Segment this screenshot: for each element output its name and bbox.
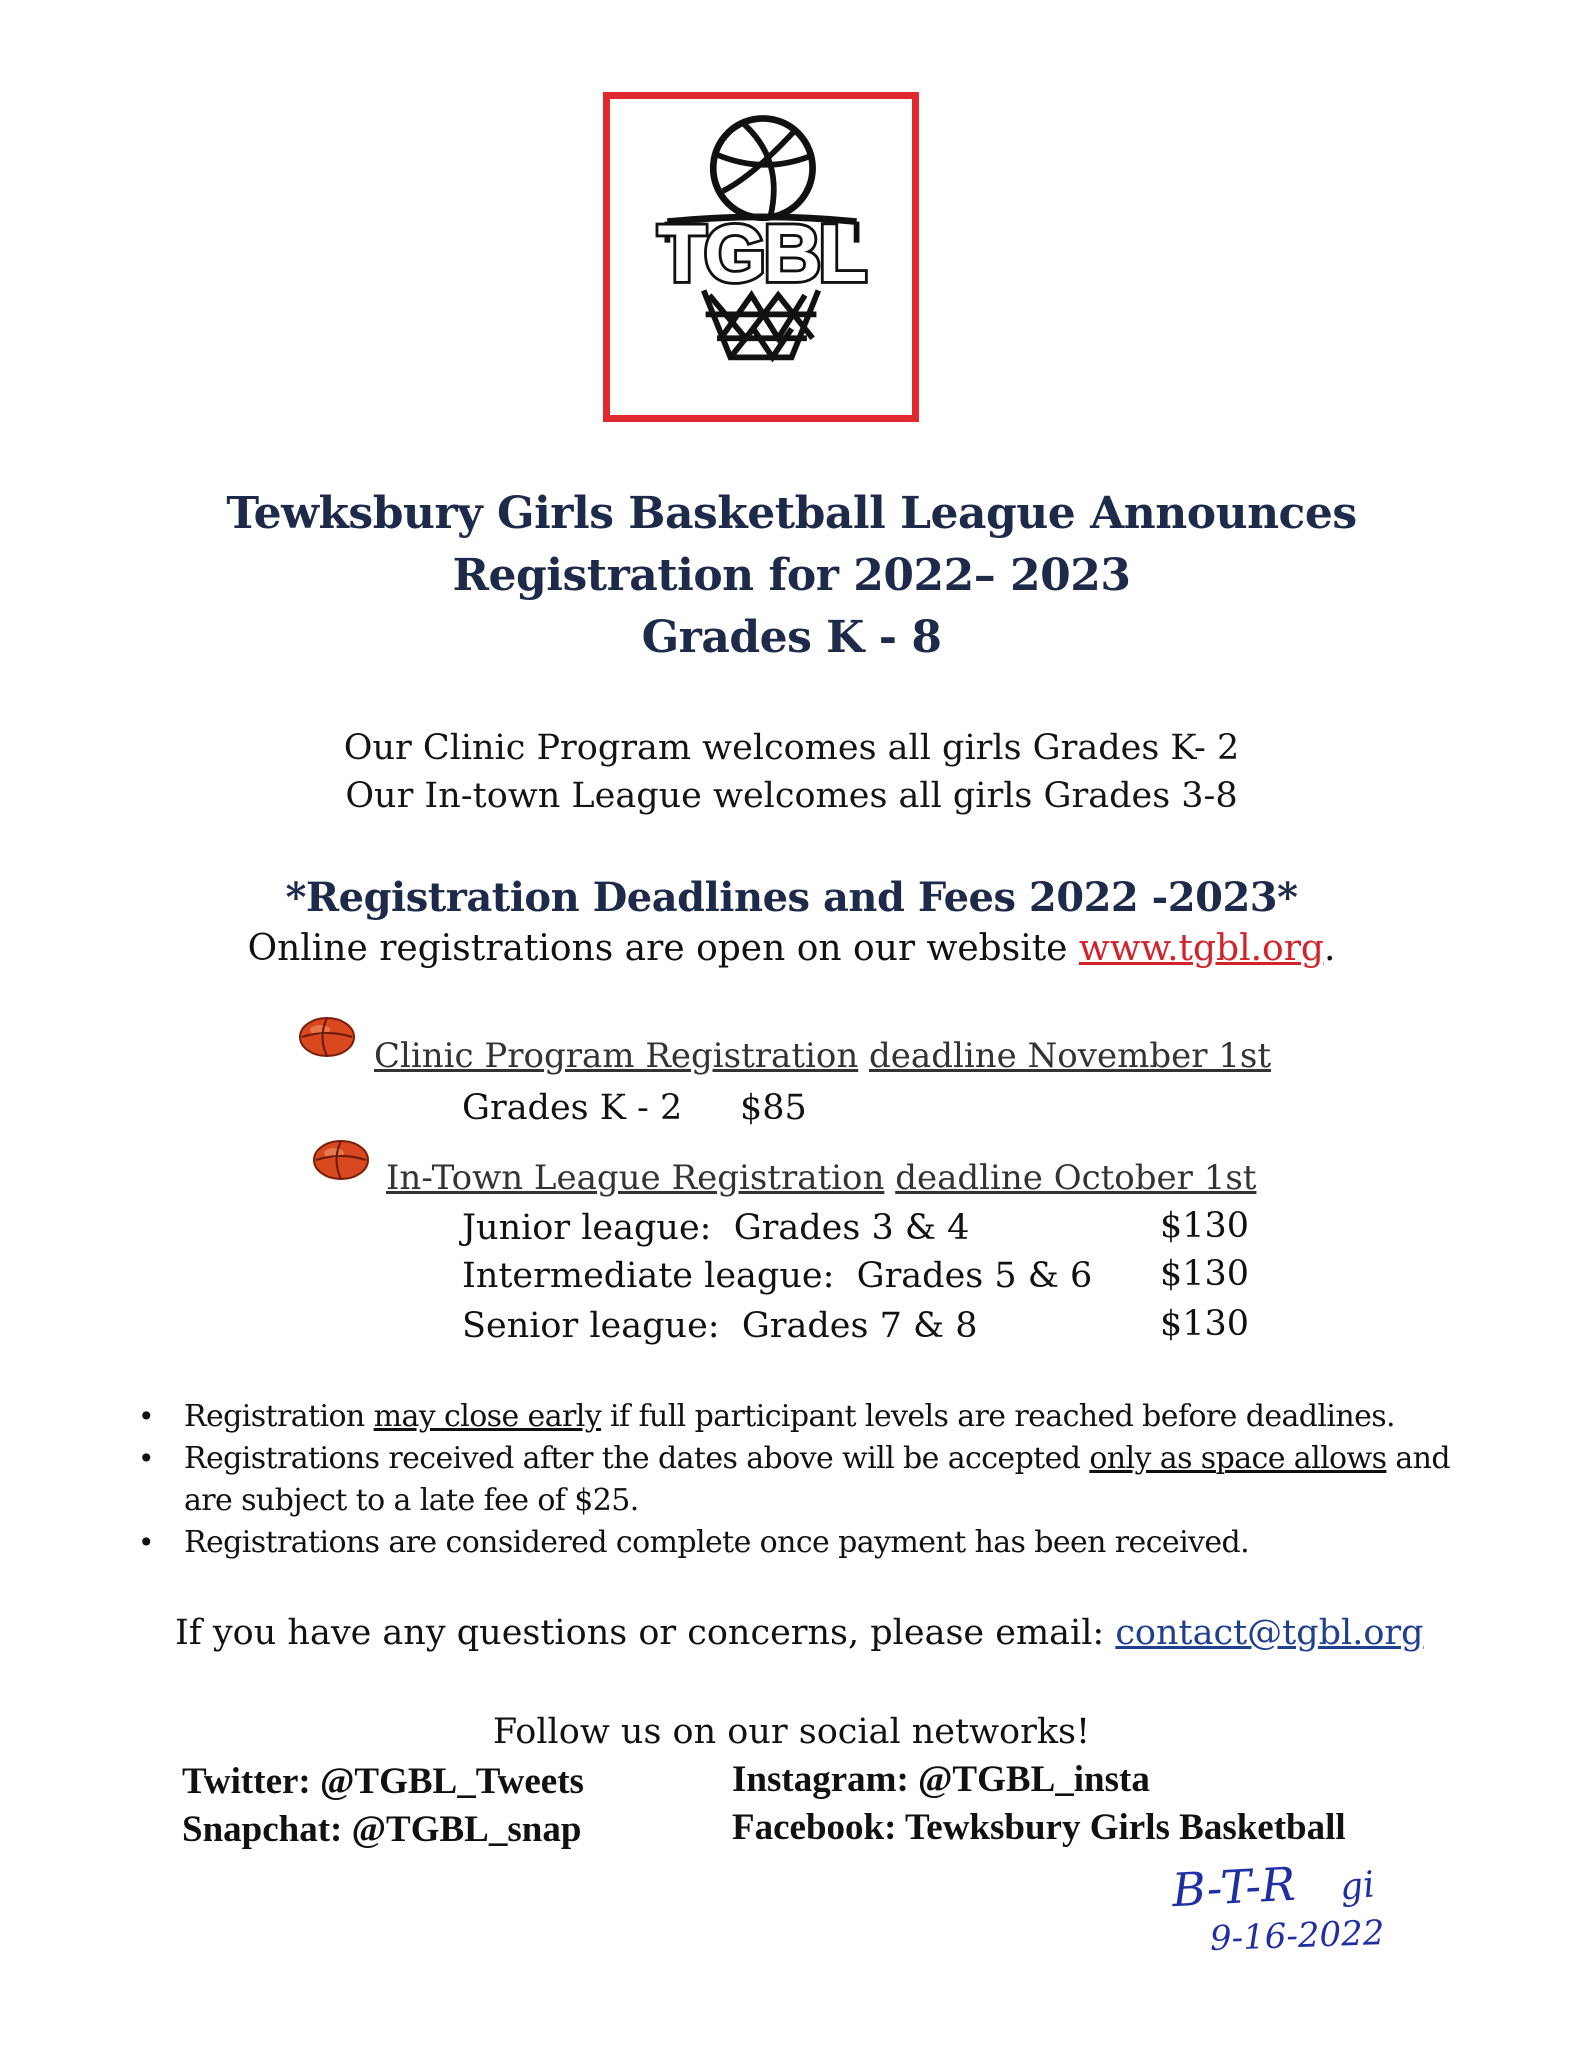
note-item [138,1396,1458,1438]
online-suffix: . [1323,928,1336,969]
contact-line [175,1613,1424,1653]
intown-intro: Our In-town League welcomes all girls Grades 3-8 [345,776,1238,816]
contact-prefix: If you have any questions or concerns, please email: [175,1613,1116,1653]
junior-league-fee: $130 [1160,1206,1250,1246]
note-text: if full participant levels are reached before deadlines. [601,1399,1395,1434]
senior-league-fee: $130 [1160,1304,1250,1344]
note-text: and are subject to a late fee of $25. [184,1441,1450,1518]
clinic-program-name: Clinic Program Registration [374,1036,859,1076]
instagram-handle: Instagram: @TGBL_insta [732,1759,1150,1800]
note-underlined: only as space allows [1089,1441,1387,1476]
basketball-hoop-icon [610,99,912,415]
note-text: Registrations are considered complete once payment has been received. [184,1525,1250,1560]
clinic-fee: $85 [740,1088,807,1128]
tgbl-logo [603,92,919,422]
basketball-icon [312,1138,370,1182]
clinic-deadline: deadline November 1st [869,1036,1272,1076]
clinic-intro: Our Clinic Program welcomes all girls Grades K- 2 [343,728,1240,768]
header-line-1: Tewksbury Girls Basketball League Announces [226,488,1357,539]
website-link[interactable]: www.tgbl.org [1078,928,1324,969]
signature-date: 9-16-2022 [1209,1912,1386,1960]
signature-initials: B-T-R [1170,1856,1297,1918]
clinic-heading [374,1036,1271,1076]
social-heading: Follow us on our social networks! [492,1712,1091,1752]
intown-heading [386,1158,1256,1198]
header-line-2: Registration for 2022– 2023 [452,550,1131,601]
online-registration-line [0,928,1583,969]
basketball-icon [298,1015,356,1059]
clinic-grades: Grades K - 2 [462,1088,683,1128]
contact-email-link[interactable]: contact@tgbl.org [1115,1613,1424,1653]
note-item [138,1438,1458,1522]
facebook-handle: Facebook: Tewksbury Girls Basketball [732,1807,1346,1848]
note-underlined: may close early [373,1399,602,1434]
header-line-3: Grades K - 8 [641,612,942,663]
signature-mark: gi [1337,1864,1377,1909]
note-text: Registration [184,1399,374,1434]
snapchat-handle: Snapchat: @TGBL_snap [182,1809,582,1850]
intermediate-league-label: Intermediate league: Grades 5 & 6 [462,1256,1093,1296]
intermediate-league-fee: $130 [1160,1254,1250,1294]
note-text: Registrations received after the dates above will be accepted [184,1441,1090,1476]
twitter-handle: Twitter: @TGBL_Tweets [182,1761,584,1802]
intown-league-name: In-Town League Registration [386,1158,885,1198]
registration-notes [138,1396,1458,1564]
logo-text: TGBL [657,208,865,299]
junior-league-label: Junior league: Grades 3 & 4 [462,1208,970,1248]
note-item [138,1522,1458,1564]
intown-deadline: deadline October 1st [895,1158,1257,1198]
senior-league-label: Senior league: Grades 7 & 8 [462,1306,978,1346]
online-prefix: Online registrations are open on our website [247,928,1079,969]
fees-title: *Registration Deadlines and Fees 2022 -2023* [285,874,1298,921]
